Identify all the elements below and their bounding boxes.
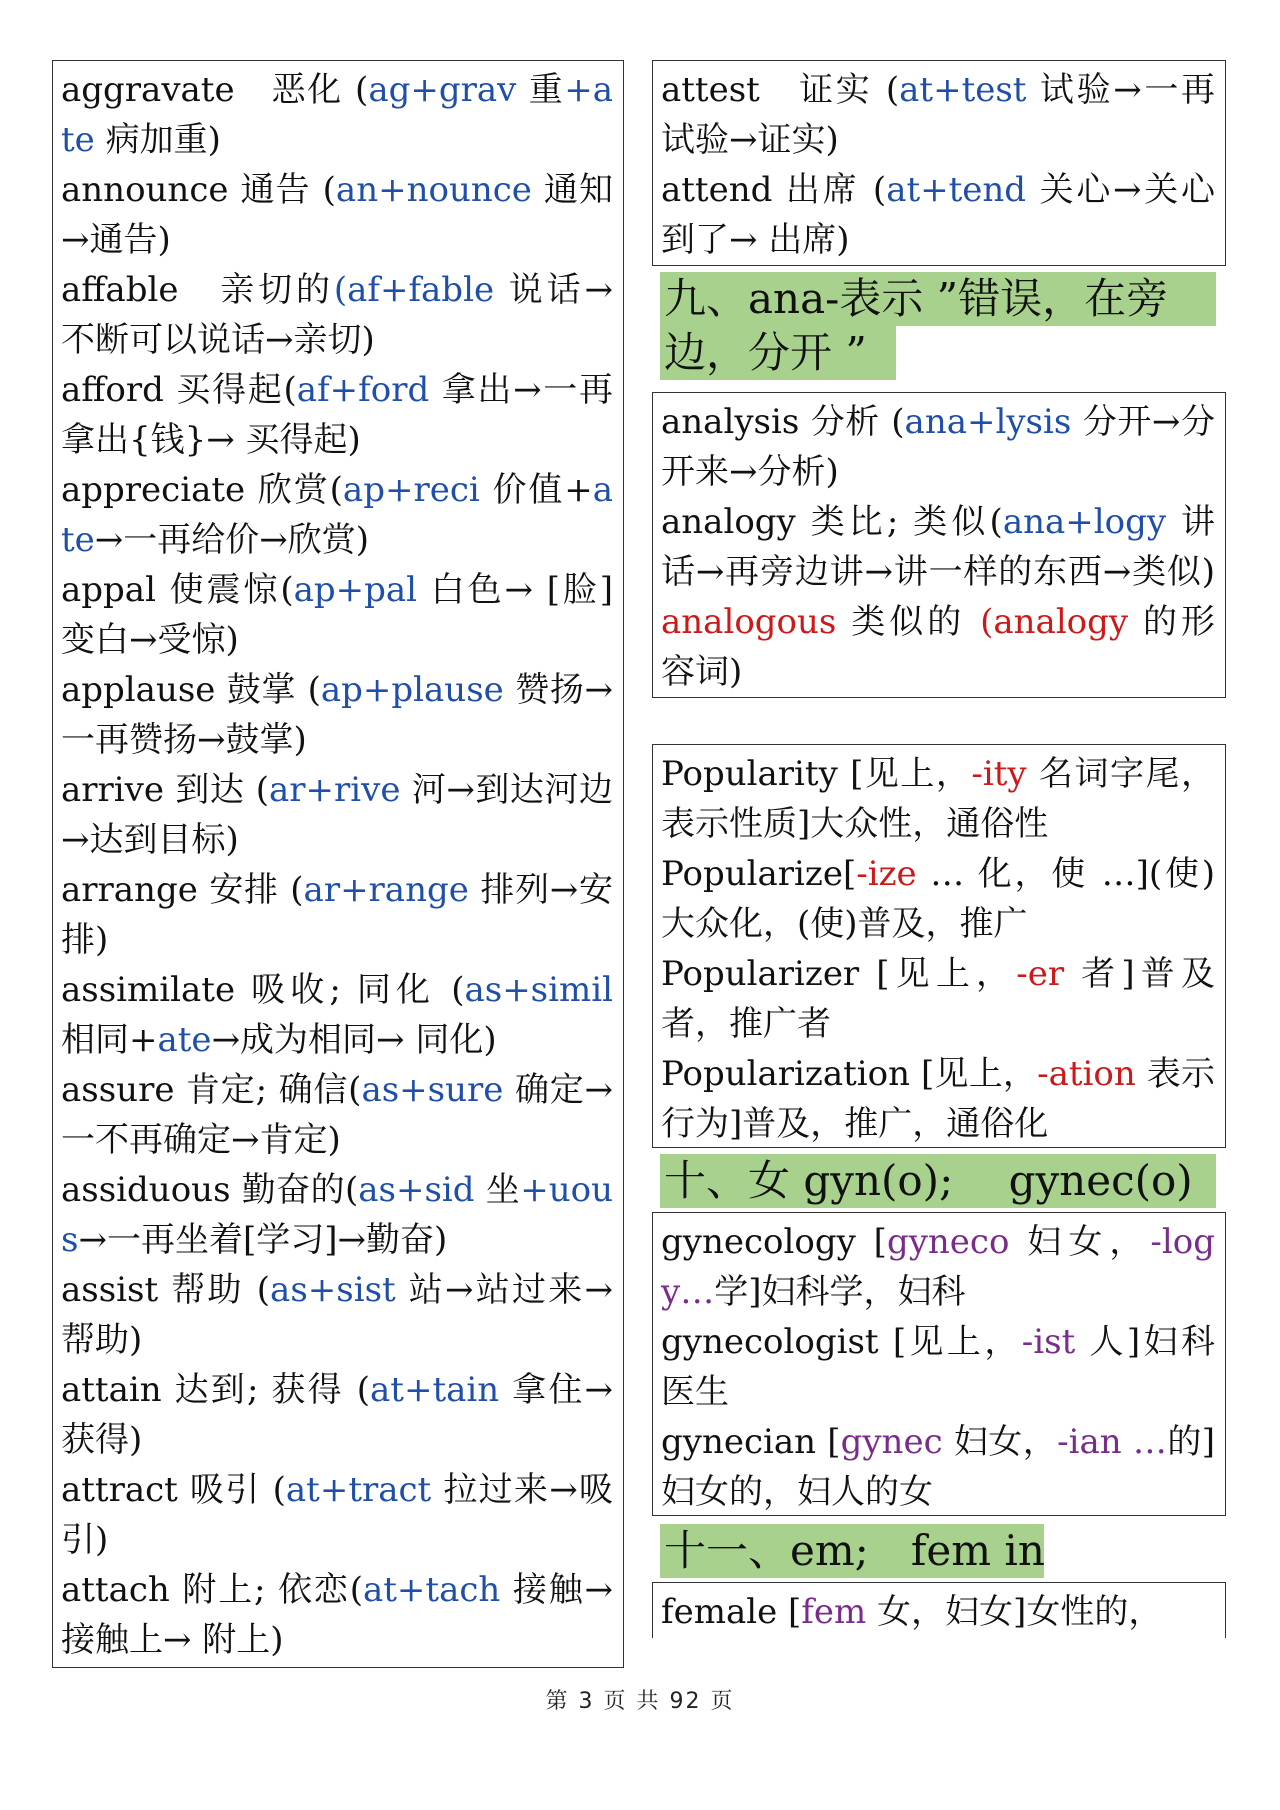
heading-10-text: 十、女 gyn(o); gynec(o) <box>664 1156 1193 1205</box>
list-item <box>61 1165 613 1265</box>
entry-word: Popularization <box>661 1054 910 1094</box>
list-item <box>61 965 613 1065</box>
entry-explain: 拿出→一再拿出{钱}→ 买得起) <box>61 370 614 460</box>
entry-explain: 人]妇科医生 <box>661 1322 1215 1412</box>
heading-9-line1: 九、ana-表示 ”错误，在旁 <box>664 274 1169 323</box>
list-item <box>661 397 1215 497</box>
popular-box <box>652 744 1226 1148</box>
entry-word: arrange <box>61 870 198 910</box>
entry-explain: 通知→通告) <box>61 170 613 260</box>
entry-word: Popularizer <box>661 954 860 994</box>
entry-word: assimilate <box>61 970 236 1010</box>
list-item <box>61 465 613 565</box>
entry-word: analogy <box>661 502 796 542</box>
entry-roots: as+sid <box>358 1170 475 1210</box>
entry-gloss: 肯定; 确信( <box>174 1070 362 1110</box>
entry-word: analysis <box>661 402 800 442</box>
list-item <box>61 1565 613 1665</box>
entry-rest: 病加重) <box>94 120 221 160</box>
list-item <box>661 1417 1215 1516</box>
gyn-list <box>661 1217 1215 1516</box>
entry-red: analogous <box>661 602 837 642</box>
entry-explain2: 类似的 <box>836 602 981 642</box>
entry-roots: as+sist <box>270 1270 396 1310</box>
entry-gloss: 恶化 ( <box>234 70 369 110</box>
list-item <box>661 165 1215 265</box>
entry-roots: ap+pal <box>293 570 418 610</box>
section-heading-10 <box>660 1154 1216 1208</box>
entry-roots: ap+reci <box>342 470 480 510</box>
list-item <box>61 365 613 465</box>
entry-gloss: 吸引 ( <box>177 1470 286 1510</box>
entry-word: gynecologist <box>661 1322 879 1362</box>
entry-gloss: [见上， <box>910 1054 1038 1094</box>
entry-gloss: [ <box>842 854 857 894</box>
entry-red: -ize <box>856 854 917 894</box>
popular-list <box>661 749 1215 1148</box>
entry-gloss: [见上， <box>837 754 972 794</box>
entry-explain: 接触→接触上→ 附上) <box>61 1570 613 1660</box>
entry-gloss: 使震惊( <box>155 570 294 610</box>
entry-purple: fem <box>801 1592 867 1632</box>
entry-explain: 白色→ [脸]变白→受惊) <box>61 570 613 660</box>
entry-word: attend <box>661 170 773 210</box>
gyn-box <box>652 1212 1226 1516</box>
entry-roots: ana+lysis <box>904 402 1072 442</box>
entry-explain: 妇女， <box>1009 1222 1151 1262</box>
section-heading-11 <box>660 1524 1044 1578</box>
entry-explain: 排列→安排) <box>61 870 613 960</box>
entry-explain: 河→到达河边→达到目标) <box>61 770 613 860</box>
entry-red: -er <box>1016 954 1065 994</box>
entry-red: -ation <box>1037 1054 1136 1094</box>
entry-gloss: [见上， <box>878 1322 1022 1362</box>
entry-word: gynecology <box>661 1222 856 1262</box>
list-item <box>661 749 1215 849</box>
entry-explain: 坐 <box>474 1170 521 1210</box>
list-item <box>661 1317 1215 1417</box>
entry-rest: 的]妇女的，妇人的女 <box>661 1422 1215 1512</box>
entry-word: affable <box>61 270 179 310</box>
entry-explain: 妇女， <box>942 1422 1058 1462</box>
list-item <box>661 65 1215 165</box>
entry-roots: as+sure <box>361 1070 504 1110</box>
list-item <box>61 265 613 365</box>
entry-explain: 拉过来→吸引) <box>61 1470 613 1560</box>
entry-roots: ana+logy <box>1002 502 1167 542</box>
left-word-list <box>61 65 613 1665</box>
entry-roots: ag+grav <box>368 70 517 110</box>
fem-list <box>661 1587 1215 1637</box>
entry-gloss: 达到; 获得 ( <box>161 1370 371 1410</box>
entry-gloss: 帮助 ( <box>158 1270 271 1310</box>
entry-gloss: 通告 ( <box>228 170 336 210</box>
list-item <box>61 665 613 765</box>
entry-word: arrive <box>61 770 164 810</box>
entry-roots: at+tach <box>362 1570 501 1610</box>
entry-explain: 女，妇女]女性的， <box>866 1592 1163 1632</box>
list-item <box>61 865 613 965</box>
left-word-box <box>52 60 624 1668</box>
entry-explain: 相同+ <box>61 1020 158 1060</box>
entry-word: appal <box>61 570 156 610</box>
entry-gloss: 欣赏( <box>245 470 343 510</box>
entry-roots: at+tract <box>285 1470 432 1510</box>
entry-rest: 的形容词) <box>661 602 1215 692</box>
fem-box <box>652 1582 1226 1638</box>
entry-suffix: +uous <box>61 1170 613 1260</box>
entry-purple2: -ian … <box>1057 1422 1167 1462</box>
list-item <box>61 1065 613 1165</box>
entry-gloss: 安排 ( <box>197 870 304 910</box>
entry-gloss: 亲切的 <box>178 270 334 310</box>
entry-explain: 表示行为]普及，推广，通俗化 <box>661 1054 1215 1144</box>
entry-word: assiduous <box>61 1170 231 1210</box>
entry-word: attract <box>61 1470 178 1510</box>
entry-roots: at+test <box>899 70 1027 110</box>
list-item <box>661 497 1215 697</box>
entry-explain: 重 <box>516 70 565 110</box>
entry-purple: -ist <box>1021 1322 1076 1362</box>
entry-gloss: [ <box>777 1592 802 1632</box>
list-item <box>61 1365 613 1465</box>
entry-gloss: 附上; 依恋( <box>169 1570 363 1610</box>
entry-explain: 试验→一再试验→证实) <box>661 70 1216 160</box>
entry-explain: 名词字尾，表示性质]大众性，通俗性 <box>661 754 1215 844</box>
entry-explain: 确定→一不再确定→肯定) <box>61 1070 613 1160</box>
entry-explain: 分开→分开来→分析) <box>661 402 1215 492</box>
page-number: 第 3 页 共 92 页 <box>545 1689 735 1714</box>
entry-gloss: 证实 ( <box>759 70 900 110</box>
entry-gloss: 吸收; 同化 ( <box>235 970 465 1010</box>
entry-word: attach <box>61 1570 170 1610</box>
entry-suffix: +ate <box>61 70 613 160</box>
heading-9-line2: 边，分开 ” <box>664 328 867 377</box>
right-top-box <box>652 60 1226 266</box>
list-item <box>61 165 613 265</box>
entry-explain: … 化，使 …](使)大众化，(使)普及，推广 <box>661 854 1215 944</box>
entry-red2: (analogy <box>980 602 1129 642</box>
entry-explain: 赞扬→一再赞扬→鼓掌) <box>61 670 613 760</box>
entry-roots: ar+rive <box>269 770 401 810</box>
entry-explain: 者]普及者，推广者 <box>661 954 1215 1044</box>
entry-roots: an+nounce <box>335 170 532 210</box>
ana-box <box>652 392 1226 698</box>
entry-gloss: [ <box>816 1422 841 1462</box>
entry-explain: 站→站过来→帮助) <box>61 1270 613 1360</box>
entry-word: assist <box>61 1270 159 1310</box>
entry-gloss: [见上， <box>859 954 1017 994</box>
entry-explain: 说话→不断可以说话→亲切) <box>61 270 613 360</box>
entry-word: gynecian <box>661 1422 817 1462</box>
entry-word: applause <box>61 670 216 710</box>
entry-gloss: 到达 ( <box>163 770 270 810</box>
heading-11-text: 十一、em; fem in <box>664 1526 1045 1575</box>
entry-word: aggravate <box>61 70 235 110</box>
right-top-list <box>661 65 1215 265</box>
list-item <box>61 65 613 165</box>
entry-roots: ar+range <box>303 870 469 910</box>
entry-word: Popularize <box>661 854 843 894</box>
list-item <box>61 765 613 865</box>
entry-word: announce <box>61 170 229 210</box>
entry-explain: 讲话→再旁边讲→讲一样的东西→类似) <box>661 502 1215 592</box>
list-item <box>61 1465 613 1565</box>
entry-word: Popularity <box>661 754 838 794</box>
entry-gloss: 勤奋的( <box>230 1170 359 1210</box>
entry-rest: →一再坐着[学习]→勤奋) <box>78 1220 448 1260</box>
list-item <box>661 949 1215 1049</box>
entry-roots: as+simil <box>464 970 613 1010</box>
list-item <box>661 1217 1215 1317</box>
entry-rest: →一再给价→欣赏) <box>94 520 370 560</box>
entry-gloss: 出席 ( <box>772 170 887 210</box>
entry-red: -ity <box>971 754 1027 794</box>
entry-roots: (af+fable <box>333 270 495 310</box>
list-item <box>61 1265 613 1365</box>
list-item <box>61 565 613 665</box>
entry-explain: 价值+ <box>479 470 593 510</box>
entry-explain: 关心→关心到了→ 出席) <box>661 170 1215 260</box>
entry-suffix: ate <box>157 1020 212 1060</box>
entry-word: appreciate <box>61 470 246 510</box>
entry-gloss: 买得起( <box>163 370 297 410</box>
entry-gloss: 鼓掌 ( <box>215 670 321 710</box>
entry-word: afford <box>61 370 164 410</box>
ana-list <box>661 397 1215 697</box>
entry-gloss: 类比; 类似( <box>795 502 1003 542</box>
entry-roots: af+ford <box>296 370 430 410</box>
list-item <box>661 1049 1215 1148</box>
entry-suffix: ate <box>61 470 614 560</box>
entry-roots: at+tend <box>886 170 1027 210</box>
entry-purple: gynec <box>840 1422 943 1462</box>
entry-rest: 学]妇科学，妇科 <box>714 1272 966 1312</box>
list-item <box>661 849 1215 949</box>
entry-word: assure <box>61 1070 175 1110</box>
entry-roots: ap+plause <box>320 670 504 710</box>
list-item <box>661 1587 1215 1637</box>
entry-purple: gyneco <box>886 1222 1010 1262</box>
section-heading-9 <box>660 272 1216 326</box>
entry-word: attain <box>61 1370 162 1410</box>
entry-word: female <box>661 1592 778 1632</box>
entry-gloss: 分析 ( <box>799 402 905 442</box>
entry-rest: →成为相同→ 同化) <box>211 1020 497 1060</box>
entry-word: attest <box>661 70 760 110</box>
entry-explain: 拿住→获得) <box>61 1370 613 1460</box>
entry-roots: at+tain <box>370 1370 500 1410</box>
entry-gloss: [ <box>855 1222 887 1262</box>
entry-purple2: -logy… <box>661 1222 1215 1312</box>
section-heading-9-cont <box>660 326 896 380</box>
